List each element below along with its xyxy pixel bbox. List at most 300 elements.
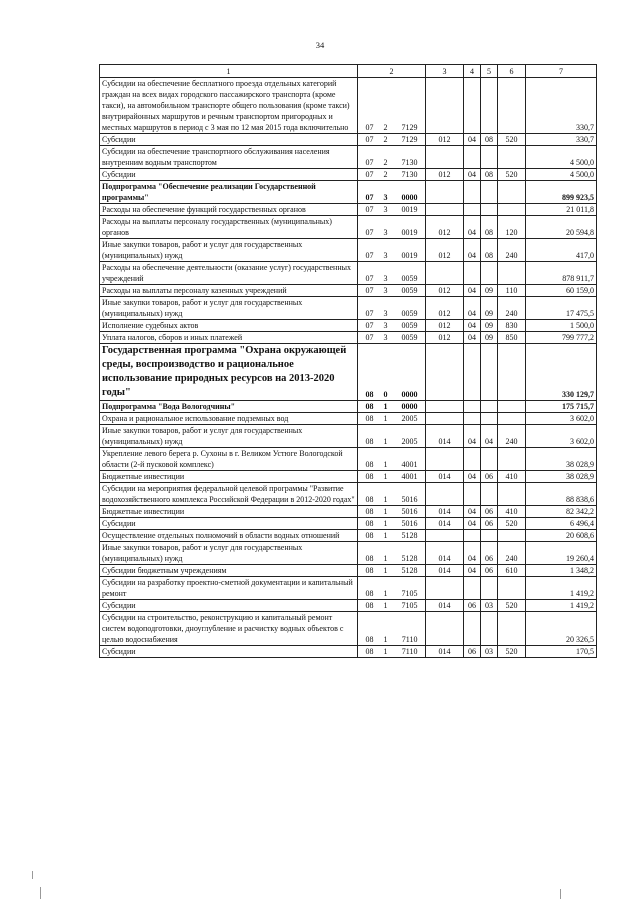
row-name: Субсидии на обеспечение бесплатного проезда отдельных категорий граждан на всех видах городского пассажирского транспорта (кроме такси), на автомобильном транспорте общего пользования (кроме такси) внутрирайонных маршрутов и речным транспортом пригородных и местных маршрутов в период с 3 мая по 12 мая 2015 года включительно: [100, 78, 358, 134]
table-row: [100, 134, 597, 146]
row-subsection-code: 03: [481, 600, 498, 612]
row-expense-type-code: [498, 78, 526, 134]
row-target-code: [358, 134, 426, 146]
row-name: Иные закупки товаров, работ и услуг для государственных (муниципальных) нужд: [100, 239, 358, 262]
target-code-part: 0019: [401, 228, 418, 237]
target-code-part: 07: [365, 333, 374, 342]
row-name: Расходы на обеспечение деятельности (оказание услуг) государственных учреждений: [100, 262, 358, 285]
row-expense-type-code: 520: [498, 600, 526, 612]
table-row: [100, 262, 597, 285]
target-code-part: 08: [365, 495, 374, 504]
col-header-expense-type: 6: [498, 65, 526, 78]
row-section-code: [464, 448, 481, 471]
target-code-part: 08: [365, 519, 374, 528]
row-ministry-code: 012: [426, 134, 464, 146]
target-code-part: 3: [383, 286, 388, 295]
row-amount: 21 011,8: [526, 204, 597, 216]
row-expense-type-code: [498, 204, 526, 216]
target-code-part: 07: [365, 135, 374, 144]
row-amount: 330,7: [526, 134, 597, 146]
row-subsection-code: [481, 181, 498, 204]
row-expense-type-code: 830: [498, 320, 526, 332]
row-target-code: [358, 646, 426, 658]
scan-mark: [560, 889, 561, 899]
row-target-code: [358, 506, 426, 518]
row-ministry-code: [426, 530, 464, 542]
row-subsection-code: 06: [481, 518, 498, 530]
row-subsection-code: [481, 146, 498, 169]
row-section-code: 04: [464, 506, 481, 518]
table-row: [100, 565, 597, 577]
target-code-part: 1: [383, 519, 388, 528]
row-expense-type-code: 410: [498, 471, 526, 483]
target-code-part: 0059: [401, 309, 418, 318]
row-amount: 799 777,2: [526, 332, 597, 344]
row-target-code: [358, 216, 426, 239]
target-code-part: 1: [383, 495, 388, 504]
target-code-part: 7110: [401, 635, 418, 644]
row-section-code: 04: [464, 169, 481, 181]
row-section-code: 04: [464, 320, 481, 332]
row-target-code: [358, 577, 426, 600]
row-name: Расходы на выплаты персоналу казенных учреждений: [100, 285, 358, 297]
row-subsection-code: 06: [481, 506, 498, 518]
table-row: [100, 542, 597, 565]
row-expense-type-code: [498, 577, 526, 600]
row-amount: 19 260,4: [526, 542, 597, 565]
row-ministry-code: 014: [426, 565, 464, 577]
target-code-part: 7130: [401, 170, 418, 179]
table-row: [100, 146, 597, 169]
row-subsection-code: 08: [481, 216, 498, 239]
target-code-part: 3: [383, 333, 388, 342]
target-code-part: 0019: [401, 205, 418, 214]
row-expense-type-code: [498, 413, 526, 425]
row-subsection-code: [481, 78, 498, 134]
row-ministry-code: 012: [426, 285, 464, 297]
row-amount: 1 419,2: [526, 577, 597, 600]
row-ministry-code: [426, 413, 464, 425]
row-name: Субсидии: [100, 646, 358, 658]
target-code-part: 08: [365, 554, 374, 563]
target-code-part: 5016: [401, 495, 418, 504]
row-ministry-code: [426, 483, 464, 506]
target-code-part: 0059: [401, 333, 418, 342]
row-amount: 60 159,0: [526, 285, 597, 297]
target-code-part: 1: [383, 635, 388, 644]
target-code-part: 08: [365, 531, 374, 540]
target-code-part: 4001: [401, 472, 418, 481]
row-expense-type-code: 240: [498, 425, 526, 448]
table-row: [100, 332, 597, 344]
table-row: [100, 297, 597, 320]
row-name: Иные закупки товаров, работ и услуг для государственных (муниципальных) нужд: [100, 542, 358, 565]
row-expense-type-code: [498, 448, 526, 471]
row-section-code: [464, 78, 481, 134]
row-expense-type-code: 110: [498, 285, 526, 297]
row-subsection-code: 04: [481, 425, 498, 448]
target-code-part: 1: [383, 414, 388, 423]
table-row: [100, 518, 597, 530]
row-ministry-code: [426, 78, 464, 134]
row-name: Подпрограмма "Вода Вологодчины": [100, 401, 358, 413]
table-row: [100, 285, 597, 297]
row-amount: 175 715,7: [526, 401, 597, 413]
row-target-code: [358, 425, 426, 448]
table-row: [100, 530, 597, 542]
target-code-part: 3: [383, 251, 388, 260]
target-code-part: 5128: [401, 531, 418, 540]
row-name: Уплата налогов, сборов и иных платежей: [100, 332, 358, 344]
target-code-part: 5128: [401, 554, 418, 563]
target-code-part: 2005: [401, 437, 418, 446]
row-expense-type-code: [498, 146, 526, 169]
target-code-part: 08: [365, 402, 374, 411]
row-subsection-code: [481, 612, 498, 646]
page-number: 34: [315, 40, 325, 50]
row-amount: 330 129,7: [526, 344, 597, 401]
row-expense-type-code: [498, 483, 526, 506]
row-subsection-code: 09: [481, 320, 498, 332]
table-row: [100, 646, 597, 658]
row-expense-type-code: 520: [498, 518, 526, 530]
row-subsection-code: 06: [481, 471, 498, 483]
row-expense-type-code: [498, 401, 526, 413]
row-subsection-code: 09: [481, 285, 498, 297]
row-target-code: [358, 332, 426, 344]
row-name: Охрана и рациональное использование подземных вод: [100, 413, 358, 425]
row-section-code: 04: [464, 239, 481, 262]
row-ministry-code: [426, 612, 464, 646]
row-ministry-code: 012: [426, 332, 464, 344]
target-code-part: 1: [383, 566, 388, 575]
row-section-code: 04: [464, 297, 481, 320]
row-target-code: [358, 530, 426, 542]
row-target-code: [358, 320, 426, 332]
target-code-part: 08: [365, 635, 374, 644]
row-name: Субсидии: [100, 169, 358, 181]
table-row: [100, 600, 597, 612]
target-code-part: 2: [383, 123, 388, 132]
target-code-part: 08: [365, 472, 374, 481]
table-row: [100, 239, 597, 262]
target-code-part: 07: [365, 158, 374, 167]
target-code-part: 2: [383, 158, 388, 167]
row-target-code: [358, 542, 426, 565]
row-ministry-code: 012: [426, 239, 464, 262]
header-row: [100, 65, 597, 78]
target-code-part: 0019: [401, 251, 418, 260]
row-section-code: 04: [464, 332, 481, 344]
row-target-code: [358, 285, 426, 297]
row-ministry-code: 014: [426, 646, 464, 658]
col-header-ministry: 3: [426, 65, 464, 78]
target-code-part: 3: [383, 228, 388, 237]
row-amount: 88 838,6: [526, 483, 597, 506]
row-target-code: [358, 204, 426, 216]
row-section-code: [464, 181, 481, 204]
row-amount: 417,0: [526, 239, 597, 262]
row-amount: 170,5: [526, 646, 597, 658]
row-section-code: 04: [464, 285, 481, 297]
row-subsection-code: [481, 204, 498, 216]
row-expense-type-code: 240: [498, 239, 526, 262]
target-code-part: 07: [365, 123, 374, 132]
row-amount: 20 608,6: [526, 530, 597, 542]
target-code-part: 0000: [401, 390, 418, 399]
row-section-code: 06: [464, 646, 481, 658]
row-section-code: [464, 612, 481, 646]
col-header-amount: 7: [526, 65, 597, 78]
row-name: Субсидии бюджетным учреждениям: [100, 565, 358, 577]
target-code-part: 08: [365, 566, 374, 575]
table-row: [100, 612, 597, 646]
row-expense-type-code: 410: [498, 506, 526, 518]
target-code-part: 07: [365, 274, 374, 283]
row-subsection-code: 08: [481, 169, 498, 181]
target-code-part: 7105: [401, 589, 418, 598]
row-amount: 1 419,2: [526, 600, 597, 612]
target-code-part: 7110: [401, 647, 418, 656]
target-code-part: 5016: [401, 519, 418, 528]
scan-mark: [32, 871, 33, 879]
target-code-part: 08: [365, 647, 374, 656]
target-code-part: 0059: [401, 274, 418, 283]
target-code-part: 1: [383, 647, 388, 656]
row-name: Субсидии: [100, 600, 358, 612]
target-code-part: 08: [365, 601, 374, 610]
target-code-part: 2005: [401, 414, 418, 423]
row-ministry-code: 014: [426, 600, 464, 612]
row-target-code: [358, 169, 426, 181]
row-ministry-code: 012: [426, 216, 464, 239]
row-target-code: [358, 448, 426, 471]
target-code-part: 5016: [401, 507, 418, 516]
scan-mark: [40, 887, 41, 899]
col-header-section: 4: [464, 65, 481, 78]
table-row: [100, 483, 597, 506]
target-code-part: 08: [365, 437, 374, 446]
row-section-code: 06: [464, 600, 481, 612]
row-amount: 6 496,4: [526, 518, 597, 530]
target-code-part: 7129: [401, 123, 418, 132]
row-amount: 4 500,0: [526, 146, 597, 169]
row-subsection-code: [481, 448, 498, 471]
target-code-part: 07: [365, 170, 374, 179]
row-section-code: [464, 530, 481, 542]
row-section-code: 04: [464, 565, 481, 577]
row-ministry-code: [426, 577, 464, 600]
row-target-code: [358, 239, 426, 262]
row-target-code: [358, 612, 426, 646]
row-section-code: [464, 262, 481, 285]
row-name: Субсидии на строительство, реконструкцию и капитальный ремонт систем водоподготовки, дноуглубление и расчистку водных объектов с целью водоснабжения: [100, 612, 358, 646]
table-row: [100, 78, 597, 134]
row-ministry-code: 014: [426, 542, 464, 565]
row-target-code: [358, 262, 426, 285]
row-section-code: [464, 413, 481, 425]
row-amount: 330,7: [526, 78, 597, 134]
target-code-part: 3: [383, 193, 388, 202]
row-amount: 878 911,7: [526, 262, 597, 285]
row-expense-type-code: [498, 344, 526, 401]
row-ministry-code: 014: [426, 506, 464, 518]
row-name: Бюджетные инвестиции: [100, 471, 358, 483]
row-expense-type-code: 240: [498, 542, 526, 565]
row-amount: 4 500,0: [526, 169, 597, 181]
row-name: Субсидии на обеспечение транспортного обслуживания населения внутренним водным транспортом: [100, 146, 358, 169]
target-code-part: 2: [383, 135, 388, 144]
row-expense-type-code: 850: [498, 332, 526, 344]
table-row: [100, 181, 597, 204]
target-code-part: 08: [365, 390, 374, 399]
row-target-code: [358, 565, 426, 577]
row-name: Осуществление отдельных полномочий в области водных отношений: [100, 530, 358, 542]
row-section-code: 04: [464, 425, 481, 448]
target-code-part: 08: [365, 414, 374, 423]
row-amount: 1 348,2: [526, 565, 597, 577]
row-subsection-code: [481, 483, 498, 506]
row-amount: 38 028,9: [526, 471, 597, 483]
row-section-code: [464, 146, 481, 169]
row-ministry-code: 012: [426, 297, 464, 320]
row-section-code: 04: [464, 134, 481, 146]
row-target-code: [358, 518, 426, 530]
row-section-code: 04: [464, 471, 481, 483]
row-section-code: 04: [464, 216, 481, 239]
target-code-part: 1: [383, 460, 388, 469]
row-name: Государственная программа "Охрана окружающей среды, воспроизводство и рациональное использование природных ресурсов на 2013-2020 годы": [100, 344, 358, 401]
row-expense-type-code: 520: [498, 646, 526, 658]
target-code-part: 1: [383, 402, 388, 411]
row-amount: 38 028,9: [526, 448, 597, 471]
row-amount: 3 602,0: [526, 425, 597, 448]
row-section-code: 04: [464, 518, 481, 530]
row-amount: 1 500,0: [526, 320, 597, 332]
target-code-part: 08: [365, 460, 374, 469]
table-row: [100, 448, 597, 471]
row-expense-type-code: [498, 181, 526, 204]
row-expense-type-code: [498, 612, 526, 646]
table-row: [100, 169, 597, 181]
table-body: [100, 78, 597, 658]
row-target-code: [358, 401, 426, 413]
target-code-part: 0059: [401, 321, 418, 330]
target-code-part: 1: [383, 554, 388, 563]
target-code-part: 07: [365, 193, 374, 202]
row-ministry-code: 012: [426, 320, 464, 332]
row-ministry-code: [426, 204, 464, 216]
row-subsection-code: [481, 262, 498, 285]
row-subsection-code: [481, 401, 498, 413]
target-code-part: 7129: [401, 135, 418, 144]
row-name: Исполнение судебных актов: [100, 320, 358, 332]
target-code-part: 07: [365, 251, 374, 260]
row-name: Субсидии на разработку проектно-сметной документации и капитальный ремонт: [100, 577, 358, 600]
row-name: Бюджетные инвестиции: [100, 506, 358, 518]
target-code-part: 5128: [401, 566, 418, 575]
target-code-part: 4001: [401, 460, 418, 469]
row-amount: 20 326,5: [526, 612, 597, 646]
row-section-code: 04: [464, 542, 481, 565]
table-row: [100, 577, 597, 600]
row-subsection-code: 06: [481, 565, 498, 577]
row-subsection-code: [481, 413, 498, 425]
row-expense-type-code: 120: [498, 216, 526, 239]
col-header-code: 2: [358, 65, 426, 78]
target-code-part: 7130: [401, 158, 418, 167]
target-code-part: 2: [383, 170, 388, 179]
row-amount: 20 594,8: [526, 216, 597, 239]
row-section-code: [464, 204, 481, 216]
row-ministry-code: 014: [426, 518, 464, 530]
target-code-part: 08: [365, 507, 374, 516]
table-row: [100, 401, 597, 413]
target-code-part: 0: [383, 390, 388, 399]
row-subsection-code: [481, 530, 498, 542]
row-target-code: [358, 483, 426, 506]
target-code-part: 3: [383, 309, 388, 318]
row-ministry-code: 014: [426, 471, 464, 483]
row-subsection-code: 08: [481, 239, 498, 262]
target-code-part: 07: [365, 228, 374, 237]
target-code-part: 0000: [401, 402, 418, 411]
target-code-part: 1: [383, 437, 388, 446]
target-code-part: 07: [365, 205, 374, 214]
table-row: [100, 204, 597, 216]
row-expense-type-code: [498, 530, 526, 542]
row-section-code: [464, 483, 481, 506]
row-expense-type-code: 520: [498, 134, 526, 146]
target-code-part: 3: [383, 274, 388, 283]
target-code-part: 1: [383, 507, 388, 516]
target-code-part: 1: [383, 601, 388, 610]
row-ministry-code: [426, 262, 464, 285]
row-target-code: [358, 146, 426, 169]
row-name: Субсидии на мероприятия федеральной целевой программы "Развитие водохозяйственного комплекса Российской Федерации в 2012-2020 годах": [100, 483, 358, 506]
row-target-code: [358, 78, 426, 134]
target-code-part: 1: [383, 472, 388, 481]
table-row: [100, 216, 597, 239]
row-subsection-code: 09: [481, 332, 498, 344]
row-target-code: [358, 181, 426, 204]
target-code-part: 08: [365, 589, 374, 598]
row-expense-type-code: [498, 262, 526, 285]
table-row: [100, 425, 597, 448]
row-ministry-code: [426, 146, 464, 169]
table-row: [100, 413, 597, 425]
col-header-name: 1: [100, 65, 358, 78]
row-amount: 82 342,2: [526, 506, 597, 518]
target-code-part: 07: [365, 286, 374, 295]
table-row: [100, 471, 597, 483]
row-target-code: [358, 471, 426, 483]
target-code-part: 3: [383, 321, 388, 330]
budget-table: [99, 64, 597, 658]
row-subsection-code: [481, 344, 498, 401]
target-code-part: 1: [383, 531, 388, 540]
col-header-subsection: 5: [481, 65, 498, 78]
target-code-part: 0000: [401, 193, 418, 202]
row-section-code: [464, 401, 481, 413]
row-amount: 17 475,5: [526, 297, 597, 320]
row-ministry-code: [426, 181, 464, 204]
row-name: Укрепление левого берега р. Сухоны в г. Великом Устюге Вологодской области (2-й пусковой комплекс): [100, 448, 358, 471]
row-section-code: [464, 577, 481, 600]
row-subsection-code: 06: [481, 542, 498, 565]
target-code-part: 1: [383, 589, 388, 598]
target-code-part: 3: [383, 205, 388, 214]
